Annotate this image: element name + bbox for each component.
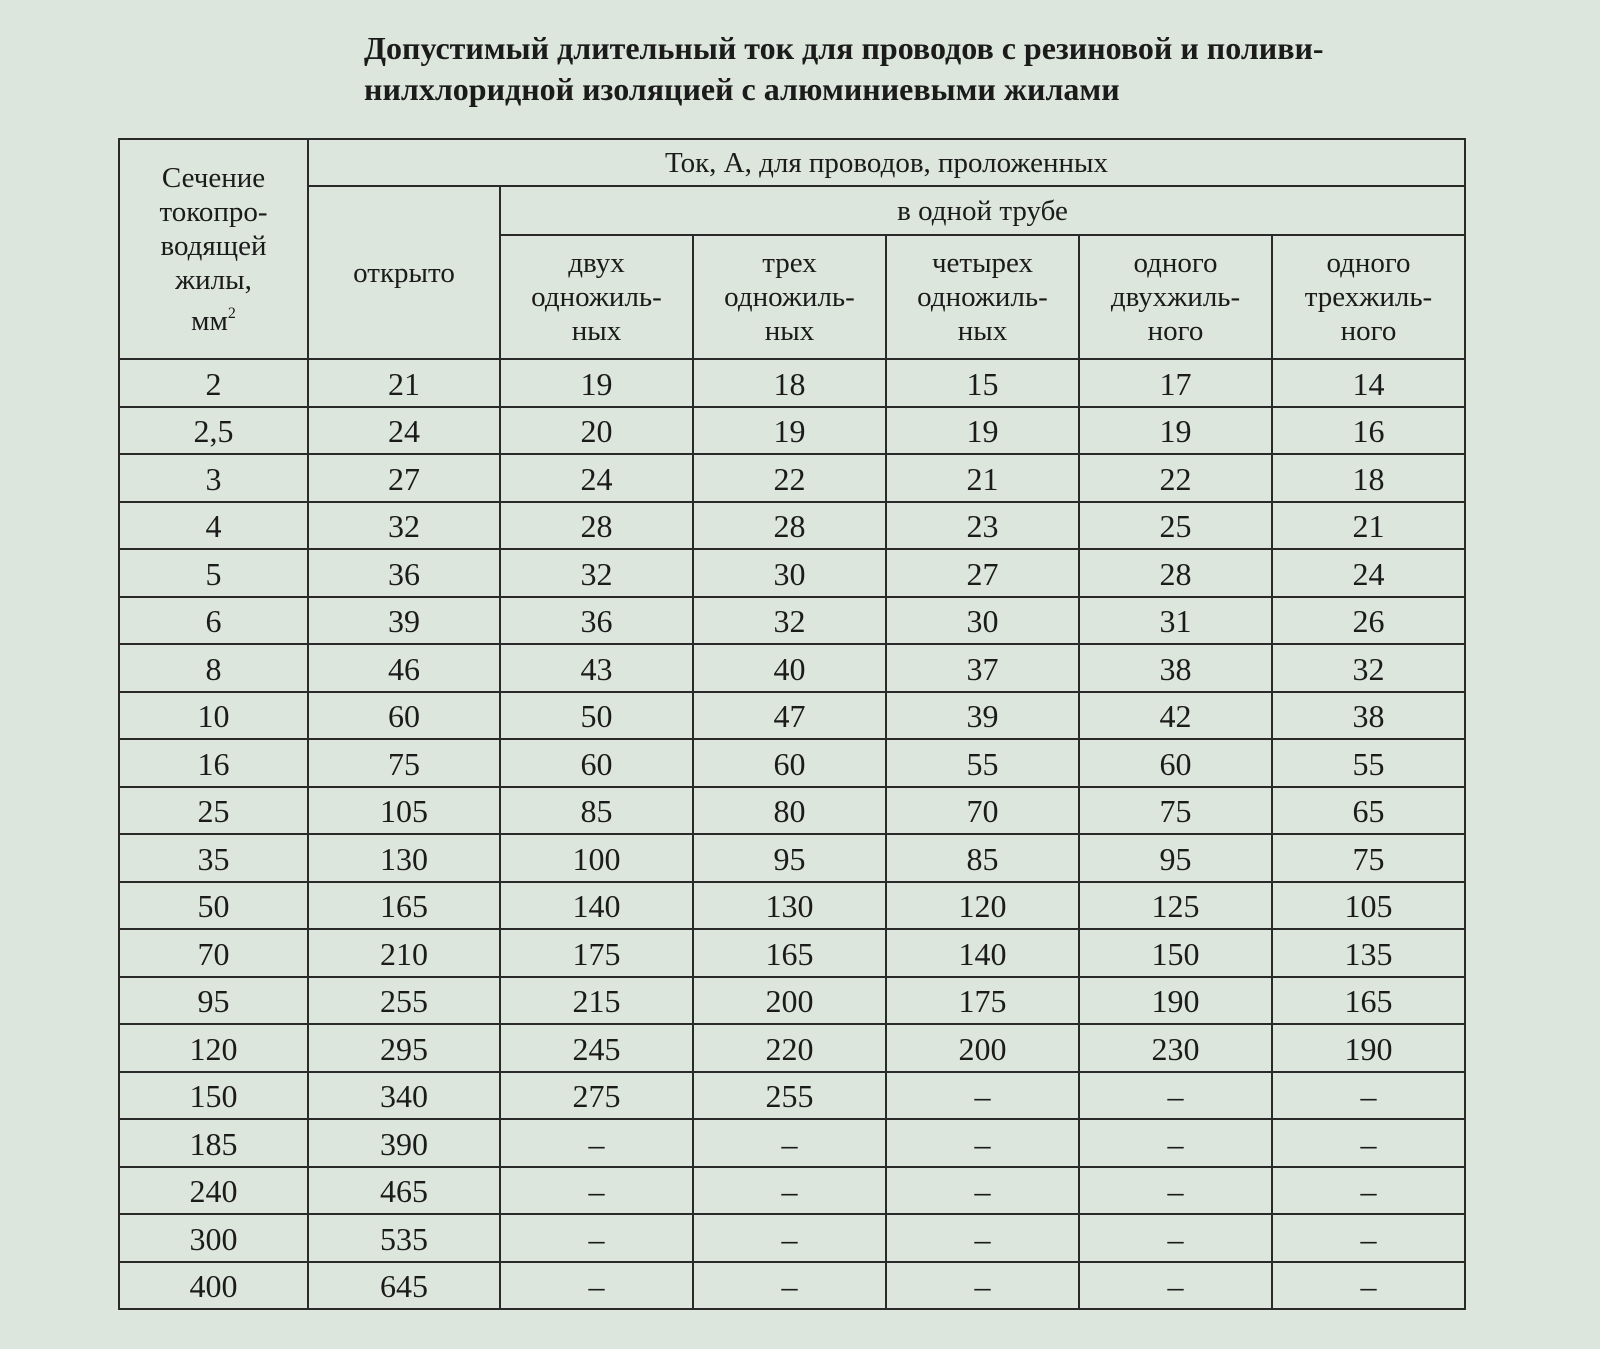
- cell-two-single-core: –: [500, 1167, 693, 1215]
- header-line: ных: [571, 315, 622, 347]
- cell-one-three-core: 165: [1272, 977, 1465, 1025]
- cell-two-single-core: –: [500, 1262, 693, 1310]
- header-section-line: жилы,: [175, 263, 252, 296]
- cell-two-single-core: 85: [500, 787, 693, 835]
- header-three-single-core: [693, 235, 886, 359]
- cell-one-two-core: 38: [1079, 644, 1272, 692]
- cell-one-three-core: 105: [1272, 882, 1465, 930]
- cell-section: 25: [119, 787, 308, 835]
- cell-one-three-core: 16: [1272, 407, 1465, 455]
- cell-section: 400: [119, 1262, 308, 1310]
- cell-four-single-core: –: [886, 1262, 1079, 1310]
- cell-three-single-core: 165: [693, 929, 886, 977]
- header-line: трехжиль-: [1304, 281, 1433, 313]
- cell-section: 35: [119, 834, 308, 882]
- cell-two-single-core: –: [500, 1214, 693, 1262]
- title-line-1: Допустимый длительный ток для проводов с резиновой и поливи-: [364, 30, 1324, 66]
- cell-one-three-core: –: [1272, 1167, 1465, 1215]
- cell-three-single-core: 95: [693, 834, 886, 882]
- cell-four-single-core: 85: [886, 834, 1079, 882]
- cell-four-single-core: 200: [886, 1024, 1079, 1072]
- cell-four-single-core: 23: [886, 502, 1079, 550]
- cell-open: 39: [308, 597, 500, 645]
- cell-one-two-core: –: [1079, 1072, 1272, 1120]
- cell-one-three-core: 14: [1272, 359, 1465, 407]
- cell-section: 240: [119, 1167, 308, 1215]
- cell-section: 6: [119, 597, 308, 645]
- cell-three-single-core: 255: [693, 1072, 886, 1120]
- cell-section: 2: [119, 359, 308, 407]
- header-line: ного: [1147, 315, 1204, 347]
- cell-section: 50: [119, 882, 308, 930]
- header-section-line: Сечение: [161, 161, 266, 194]
- cell-one-two-core: 22: [1079, 454, 1272, 502]
- cell-four-single-core: 30: [886, 597, 1079, 645]
- cell-open: 340: [308, 1072, 500, 1120]
- header-line: двух: [568, 247, 625, 279]
- cell-two-single-core: 19: [500, 359, 693, 407]
- cell-four-single-core: –: [886, 1119, 1079, 1167]
- cell-four-single-core: –: [886, 1072, 1079, 1120]
- cell-section: 120: [119, 1024, 308, 1072]
- cell-four-single-core: 37: [886, 644, 1079, 692]
- header-in-pipe: в одной трубе: [500, 186, 1465, 235]
- cell-open: 75: [308, 739, 500, 787]
- cell-three-single-core: –: [693, 1214, 886, 1262]
- cell-one-two-core: 125: [1079, 882, 1272, 930]
- table-row: [119, 882, 1465, 930]
- table-row: [119, 692, 1465, 740]
- cell-open: 645: [308, 1262, 500, 1310]
- cell-three-single-core: 18: [693, 359, 886, 407]
- cell-one-two-core: 60: [1079, 739, 1272, 787]
- cell-four-single-core: –: [886, 1167, 1079, 1215]
- cell-four-single-core: 70: [886, 787, 1079, 835]
- cell-open: 255: [308, 977, 500, 1025]
- cell-two-single-core: 28: [500, 502, 693, 550]
- cell-one-two-core: 150: [1079, 929, 1272, 977]
- header-line: ного: [1340, 315, 1397, 347]
- cell-one-three-core: 135: [1272, 929, 1465, 977]
- header-line: двухжиль-: [1110, 281, 1241, 313]
- cell-three-single-core: 220: [693, 1024, 886, 1072]
- cell-three-single-core: 30: [693, 549, 886, 597]
- cell-one-two-core: 42: [1079, 692, 1272, 740]
- cell-two-single-core: 275: [500, 1072, 693, 1120]
- cell-two-single-core: 140: [500, 882, 693, 930]
- cell-three-single-core: 19: [693, 407, 886, 455]
- table-row: [119, 739, 1465, 787]
- header-line: одножиль-: [531, 281, 662, 313]
- cell-one-three-core: 75: [1272, 834, 1465, 882]
- cell-section: 3: [119, 454, 308, 502]
- table-row: [119, 929, 1465, 977]
- cell-two-single-core: 215: [500, 977, 693, 1025]
- cell-three-single-core: 28: [693, 502, 886, 550]
- cell-three-single-core: –: [693, 1167, 886, 1215]
- cell-one-three-core: 65: [1272, 787, 1465, 835]
- header-line: одножиль-: [724, 281, 855, 313]
- header-line: ных: [764, 315, 815, 347]
- cell-open: 535: [308, 1214, 500, 1262]
- table-row: [119, 454, 1465, 502]
- cell-three-single-core: 47: [693, 692, 886, 740]
- cell-open: 60: [308, 692, 500, 740]
- header-line: одного: [1133, 247, 1218, 279]
- table-row: [119, 359, 1465, 407]
- header-one-two-core: [1079, 235, 1272, 359]
- cell-section: 95: [119, 977, 308, 1025]
- cell-three-single-core: –: [693, 1262, 886, 1310]
- header-section-line: токопро-: [159, 195, 268, 228]
- cell-one-two-core: 190: [1079, 977, 1272, 1025]
- cell-one-three-core: 32: [1272, 644, 1465, 692]
- cell-one-three-core: 55: [1272, 739, 1465, 787]
- table-row: [119, 644, 1465, 692]
- cell-open: 21: [308, 359, 500, 407]
- cell-four-single-core: 19: [886, 407, 1079, 455]
- cell-open: 295: [308, 1024, 500, 1072]
- cell-one-two-core: –: [1079, 1167, 1272, 1215]
- cell-section: 5: [119, 549, 308, 597]
- cell-one-two-core: 230: [1079, 1024, 1272, 1072]
- cell-open: 165: [308, 882, 500, 930]
- cell-four-single-core: 21: [886, 454, 1079, 502]
- cell-open: 390: [308, 1119, 500, 1167]
- cell-one-two-core: 19: [1079, 407, 1272, 455]
- cell-open: 46: [308, 644, 500, 692]
- cell-one-two-core: –: [1079, 1214, 1272, 1262]
- cell-three-single-core: –: [693, 1119, 886, 1167]
- cell-one-two-core: 28: [1079, 549, 1272, 597]
- unit-superscript: 2: [227, 304, 236, 322]
- cell-one-three-core: 26: [1272, 597, 1465, 645]
- cell-section: 16: [119, 739, 308, 787]
- cell-three-single-core: 60: [693, 739, 886, 787]
- cell-one-three-core: 190: [1272, 1024, 1465, 1072]
- table-row: [119, 502, 1465, 550]
- cell-open: 32: [308, 502, 500, 550]
- table-row: [119, 1167, 1465, 1215]
- cell-two-single-core: 175: [500, 929, 693, 977]
- header-section-line: водящей: [160, 229, 267, 262]
- table-row: [119, 597, 1465, 645]
- cell-two-single-core: 43: [500, 644, 693, 692]
- table-row: [119, 1262, 1465, 1310]
- header-line: ных: [957, 315, 1008, 347]
- cell-two-single-core: 32: [500, 549, 693, 597]
- cell-one-two-core: 25: [1079, 502, 1272, 550]
- title-line-2: нилхлоридной изоляцией с алюминиевыми жилами: [364, 71, 1120, 107]
- cell-three-single-core: 40: [693, 644, 886, 692]
- header-line: четырех: [931, 247, 1034, 279]
- table-row: [119, 1024, 1465, 1072]
- header-line: трех: [762, 247, 817, 279]
- header-section-unit: [120, 297, 307, 338]
- header-line: одножиль-: [917, 281, 1048, 313]
- cell-one-three-core: –: [1272, 1119, 1465, 1167]
- cell-two-single-core: 50: [500, 692, 693, 740]
- cell-open: 36: [308, 549, 500, 597]
- cell-one-three-core: 18: [1272, 454, 1465, 502]
- cell-one-three-core: 21: [1272, 502, 1465, 550]
- cell-three-single-core: 80: [693, 787, 886, 835]
- cell-three-single-core: 32: [693, 597, 886, 645]
- cell-one-two-core: –: [1079, 1262, 1272, 1310]
- cell-four-single-core: 175: [886, 977, 1079, 1025]
- cell-four-single-core: 55: [886, 739, 1079, 787]
- cell-section: 150: [119, 1072, 308, 1120]
- cell-two-single-core: 36: [500, 597, 693, 645]
- table-header: [119, 139, 1465, 359]
- cell-one-two-core: 31: [1079, 597, 1272, 645]
- table-row: [119, 977, 1465, 1025]
- table-row: [119, 407, 1465, 455]
- header-one-three-core: [1272, 235, 1465, 359]
- table-title: [364, 28, 1484, 110]
- cell-one-three-core: 38: [1272, 692, 1465, 740]
- cell-four-single-core: 120: [886, 882, 1079, 930]
- cell-one-three-core: –: [1272, 1214, 1465, 1262]
- cell-two-single-core: 100: [500, 834, 693, 882]
- table-row: [119, 1119, 1465, 1167]
- current-table: [118, 138, 1466, 1310]
- cell-open: 24: [308, 407, 500, 455]
- cell-four-single-core: 39: [886, 692, 1079, 740]
- cell-three-single-core: 200: [693, 977, 886, 1025]
- cell-two-single-core: 20: [500, 407, 693, 455]
- cell-four-single-core: –: [886, 1214, 1079, 1262]
- cell-one-two-core: 75: [1079, 787, 1272, 835]
- header-two-single-core: [500, 235, 693, 359]
- cell-section: 185: [119, 1119, 308, 1167]
- cell-open: 465: [308, 1167, 500, 1215]
- header-line: одного: [1326, 247, 1411, 279]
- table-row: [119, 1214, 1465, 1262]
- cell-two-single-core: –: [500, 1119, 693, 1167]
- cell-one-two-core: –: [1079, 1119, 1272, 1167]
- table-row: [119, 834, 1465, 882]
- table-row: [119, 787, 1465, 835]
- cell-section: 4: [119, 502, 308, 550]
- header-current-group: Ток, А, для проводов, проложенных: [308, 139, 1465, 186]
- cell-three-single-core: 22: [693, 454, 886, 502]
- cell-two-single-core: 245: [500, 1024, 693, 1072]
- cell-one-three-core: 24: [1272, 549, 1465, 597]
- unit-text: мм: [191, 304, 228, 337]
- table-body: [119, 359, 1465, 1309]
- cell-one-three-core: –: [1272, 1072, 1465, 1120]
- cell-one-three-core: –: [1272, 1262, 1465, 1310]
- cell-open: 105: [308, 787, 500, 835]
- cell-four-single-core: 27: [886, 549, 1079, 597]
- cell-one-two-core: 95: [1079, 834, 1272, 882]
- cell-section: 300: [119, 1214, 308, 1262]
- cell-four-single-core: 15: [886, 359, 1079, 407]
- cell-open: 130: [308, 834, 500, 882]
- cell-open: 210: [308, 929, 500, 977]
- cell-section: 8: [119, 644, 308, 692]
- cell-section: 10: [119, 692, 308, 740]
- cell-two-single-core: 24: [500, 454, 693, 502]
- cell-one-two-core: 17: [1079, 359, 1272, 407]
- cell-four-single-core: 140: [886, 929, 1079, 977]
- cell-section: 2,5: [119, 407, 308, 455]
- table-row: [119, 549, 1465, 597]
- cell-open: 27: [308, 454, 500, 502]
- cell-three-single-core: 130: [693, 882, 886, 930]
- header-open: открыто: [308, 186, 500, 359]
- cell-two-single-core: 60: [500, 739, 693, 787]
- header-four-single-core: [886, 235, 1079, 359]
- table-row: [119, 1072, 1465, 1120]
- cell-section: 70: [119, 929, 308, 977]
- header-section: [119, 139, 308, 359]
